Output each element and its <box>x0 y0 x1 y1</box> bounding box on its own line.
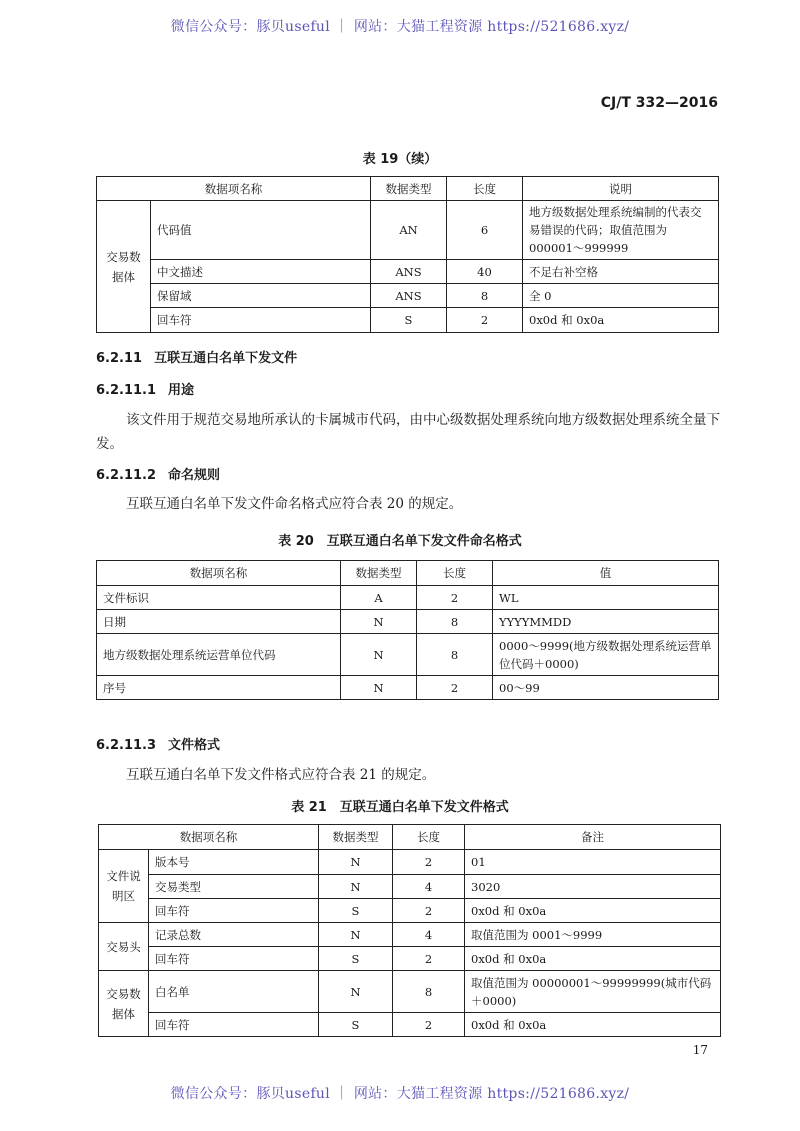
table-row <box>97 586 719 610</box>
table-header-cell: 数据类型 <box>341 561 417 586</box>
cell-type: ANS <box>371 284 447 308</box>
cell-length: 4 <box>393 923 465 947</box>
cell-type: AN <box>371 201 447 260</box>
cell-note: 地方级数据处理系统编制的代表交易错误的代码；取值范围为 000001～999999 <box>523 201 719 260</box>
section-heading-6-2-11-3 <box>96 734 220 753</box>
table-row <box>97 610 719 634</box>
table-20-caption: 表 20 互联互通白名单下发文件命名格式 <box>278 534 522 549</box>
cell-length: 8 <box>417 610 493 634</box>
cell-name: 白名单 <box>149 971 319 1013</box>
cell-name: 代码值 <box>151 201 371 260</box>
table-row <box>99 1013 721 1037</box>
table-row <box>99 850 721 875</box>
table-header-cell: 说明 <box>523 177 719 201</box>
cell-length: 8 <box>393 971 465 1013</box>
cell-name: 交易类型 <box>149 875 319 899</box>
cell-name: 回车符 <box>149 1013 319 1037</box>
group-label-line: 据体 <box>112 1006 135 1021</box>
table-row <box>97 284 719 308</box>
cell-type: N <box>341 610 417 634</box>
cell-length: 8 <box>447 284 523 308</box>
section-title: 命名规则 <box>168 468 221 483</box>
cell-length: 2 <box>393 850 465 875</box>
cell-value: 0000～9999(地方级数据处理系统运营单位代码＋0000) <box>493 634 719 676</box>
document-number: CJ/T 332—2016 <box>600 95 718 111</box>
paragraph-usage: 该文件用于规范交易地所承认的卡属城市代码，由中心级数据处理系统向地方级数据处理系统全量下发。 <box>96 412 720 452</box>
section-number: 6.2.11 <box>96 351 143 366</box>
watermark-top: 微信公众号：豚贝useful ｜ 网站：大猫工程资源 https://521686.xyz/ <box>170 19 630 35</box>
cell-note: 0x0d 和 0x0a <box>465 899 721 923</box>
cell-value: WL <box>493 586 719 610</box>
group-label-line: 交易头 <box>106 939 141 954</box>
page-number: 17 <box>692 1043 708 1057</box>
section-heading-6-2-11-2 <box>96 464 220 483</box>
cell-length: 2 <box>393 899 465 923</box>
cell-length: 2 <box>393 1013 465 1037</box>
table-21 <box>98 824 721 1037</box>
cell-length: 2 <box>393 947 465 971</box>
cell-value: 00～99 <box>493 676 719 700</box>
table-row <box>97 201 719 260</box>
table-19-caption: 表 19（续） <box>362 152 438 167</box>
group-label <box>99 923 149 971</box>
cell-type: N <box>319 923 393 947</box>
table-row <box>99 971 721 1013</box>
table-header-cell: 数据类型 <box>371 177 447 201</box>
cell-name: 地方级数据处理系统运营单位代码 <box>97 634 341 676</box>
cell-name: 版本号 <box>149 850 319 875</box>
cell-length: 2 <box>447 308 523 333</box>
cell-note: 全 0 <box>523 284 719 308</box>
section-heading-6-2-11-1 <box>96 379 194 398</box>
section-heading-6-2-11 <box>96 347 297 366</box>
table-row <box>99 947 721 971</box>
group-label <box>99 850 149 923</box>
cell-note: 取值范围为 0001～9999 <box>465 923 721 947</box>
cell-name: 文件标识 <box>97 586 341 610</box>
table-header-cell: 长度 <box>447 177 523 201</box>
section-title: 文件格式 <box>168 738 221 753</box>
table-row <box>97 676 719 700</box>
cell-type: A <box>341 586 417 610</box>
cell-type: N <box>341 634 417 676</box>
cell-type: N <box>319 875 393 899</box>
cell-note: 取值范围为 00000001～99999999(城市代码＋0000) <box>465 971 721 1013</box>
cell-length: 2 <box>417 676 493 700</box>
cell-note: 不足右补空格 <box>523 260 719 284</box>
cell-length: 8 <box>417 634 493 676</box>
cell-type: S <box>319 947 393 971</box>
table-header-cell: 数据项名称 <box>99 825 319 850</box>
table-20 <box>96 560 719 700</box>
cell-name: 记录总数 <box>149 923 319 947</box>
cell-value: YYYYMMDD <box>493 610 719 634</box>
cell-name: 回车符 <box>151 308 371 333</box>
table-header-cell: 值 <box>493 561 719 586</box>
group-label-line: 交易数 <box>106 249 141 264</box>
table-header-cell: 数据项名称 <box>97 561 341 586</box>
cell-type: S <box>319 899 393 923</box>
table-header-cell: 数据类型 <box>319 825 393 850</box>
table-header-cell: 数据项名称 <box>97 177 371 201</box>
cell-type: N <box>319 850 393 875</box>
section-title: 互联互通白名单下发文件 <box>154 351 298 366</box>
group-label-line: 交易数 <box>106 986 141 1001</box>
cell-type: N <box>319 971 393 1013</box>
cell-length: 6 <box>447 201 523 260</box>
cell-name: 序号 <box>97 676 341 700</box>
cell-type: ANS <box>371 260 447 284</box>
cell-length: 4 <box>393 875 465 899</box>
group-label <box>99 971 149 1037</box>
table-row <box>99 923 721 947</box>
table-21-caption: 表 21 互联互通白名单下发文件格式 <box>291 800 509 815</box>
cell-name: 回车符 <box>149 947 319 971</box>
paragraph-naming: 互联互通白名单下发文件命名格式应符合表 20 的规定。 <box>126 496 463 512</box>
cell-note: 01 <box>465 850 721 875</box>
table-header-cell: 备注 <box>465 825 721 850</box>
group-label-line: 明区 <box>112 889 135 903</box>
table-19 <box>96 176 719 333</box>
cell-length: 40 <box>447 260 523 284</box>
table-row <box>97 308 719 333</box>
table-row <box>99 875 721 899</box>
cell-name: 回车符 <box>149 899 319 923</box>
paragraph-format: 互联互通白名单下发文件格式应符合表 21 的规定。 <box>126 767 436 783</box>
section-number: 6.2.11.3 <box>96 738 157 753</box>
cell-note: 0x0d 和 0x0a <box>465 1013 721 1037</box>
cell-name: 保留域 <box>151 284 371 308</box>
cell-note: 0x0d 和 0x0a <box>465 947 721 971</box>
table-header-cell: 长度 <box>393 825 465 850</box>
cell-note: 0x0d 和 0x0a <box>523 308 719 333</box>
cell-length: 2 <box>417 586 493 610</box>
group-label-line: 文件说 <box>106 869 141 883</box>
cell-name: 日期 <box>97 610 341 634</box>
watermark-bottom: 微信公众号：豚贝useful ｜ 网站：大猫工程资源 https://521686.xyz/ <box>170 1086 630 1102</box>
cell-type: S <box>371 308 447 333</box>
table-row <box>97 634 719 676</box>
section-number: 6.2.11.1 <box>96 383 157 398</box>
section-number: 6.2.11.2 <box>96 468 157 483</box>
table-row <box>97 260 719 284</box>
table-header-cell: 长度 <box>417 561 493 586</box>
table-row <box>99 899 721 923</box>
cell-type: N <box>341 676 417 700</box>
group-label <box>97 201 151 333</box>
cell-name: 中文描述 <box>151 260 371 284</box>
cell-type: S <box>319 1013 393 1037</box>
cell-note: 3020 <box>465 875 721 899</box>
group-label-line: 据体 <box>112 269 135 284</box>
section-title: 用途 <box>168 383 195 398</box>
